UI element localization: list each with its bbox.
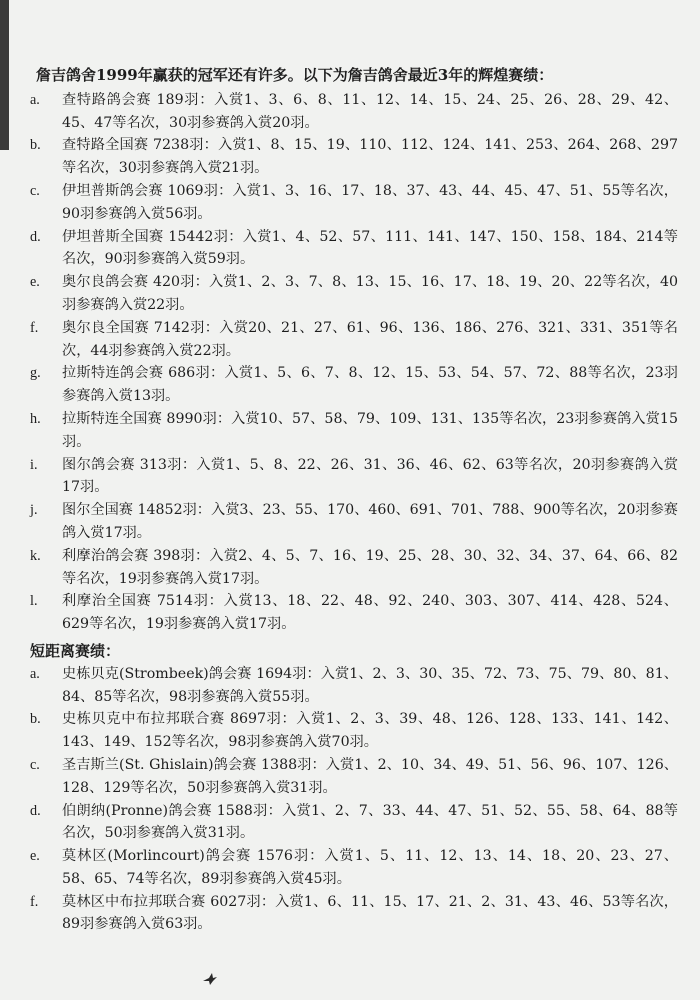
list-item	[30, 663, 678, 709]
article-body	[30, 64, 678, 936]
item-marker: d.	[30, 228, 41, 245]
item-marker: i.	[30, 456, 38, 473]
item-text: 拉斯特连全国赛 8990羽：入赏10、57、58、79、109、131、135等名次，23羽参赛鸽入赏15羽。	[62, 410, 678, 450]
item-marker: l.	[30, 593, 38, 610]
item-text: 图尔全国赛 14852羽：入赏3、23、55、170、460、691、701、788、900等名次，20羽参赛鸽入赏17羽。	[62, 502, 678, 541]
item-marker: c.	[30, 182, 40, 199]
item-marker: e.	[30, 848, 40, 865]
short-distance-heading: 短距离赛绩：	[30, 641, 121, 660]
item-text: 史栋贝克中布拉邦联合赛 8697羽：入赏1、2、3、39、48、126、128、133、141、142、143、149、152等名次，98羽参赛鸽入赏70羽。	[62, 711, 678, 751]
item-marker: f.	[30, 893, 39, 910]
list-item	[30, 226, 678, 272]
item-marker: a.	[30, 91, 40, 108]
long-distance-results	[30, 89, 678, 636]
item-text: 利摩治全国赛 7514羽：入赏13、18、22、48、92、240、303、307、414、428、524、629等名次，19羽参赛鸽入赏17羽。	[62, 593, 678, 633]
item-marker: a.	[30, 665, 40, 682]
list-item	[30, 454, 678, 500]
list-item	[30, 754, 678, 800]
list-item	[30, 708, 678, 754]
item-marker: d.	[30, 802, 41, 819]
results-heading: 詹吉鸽舍1999年赢获的冠军还有许多。以下为詹吉鸽舍最近3年的辉煌赛绩：	[36, 66, 554, 84]
item-marker: c.	[30, 756, 40, 773]
short-distance-results	[30, 663, 678, 937]
list-item	[30, 800, 678, 846]
list-item	[30, 89, 678, 135]
item-marker: j.	[30, 502, 38, 519]
list-item	[30, 545, 678, 591]
item-marker: h.	[30, 410, 41, 427]
list-item	[30, 271, 678, 317]
item-text: 拉斯特连鸽会赛 686羽：入赏1、5、6、7、8、12、15、53、54、57、72、88等名次，23羽参赛鸽入赏13羽。	[62, 365, 678, 405]
item-text: 莫林区中布拉邦联合赛 6027羽：入赏1、6、11、15、17、21、2、31、43、46、53等名次，89羽参赛鸽入赏63羽。	[62, 893, 678, 933]
list-item	[30, 317, 678, 363]
binding-edge	[0, 0, 9, 150]
list-item	[30, 845, 678, 891]
item-marker: e.	[30, 274, 40, 291]
pigeon-icon	[202, 972, 218, 986]
list-item	[30, 499, 678, 545]
item-text: 查特路鸽会赛 189羽：入赏1、3、6、8、11、12、14、15、24、25、26、28、29、42、45、47等名次，30羽参赛鸽入赏20羽。	[62, 91, 678, 131]
item-marker: b.	[30, 137, 41, 154]
item-text: 查特路全国赛 7238羽：入赏1、8、15、19、110、112、124、141、253、264、268、297等名次，30羽参赛鸽入赏21羽。	[62, 137, 678, 177]
item-text: 图尔鸽会赛 313羽：入赏1、5、8、22、26、31、36、46、62、63等名次，20羽参赛鸽入赏17羽。	[62, 456, 678, 496]
list-item	[30, 408, 678, 454]
list-item	[30, 134, 678, 180]
item-text: 奥尔良全国赛 7142羽：入赏20、21、27、61、96、136、186、276、321、331、351等名次，44羽参赛鸽入赏22羽。	[62, 319, 678, 359]
item-text: 圣吉斯兰(St. Ghislain)鸽会赛 1388羽：入赏1、2、10、34、49、51、56、96、107、126、128、129等名次，50羽参赛鸽入赏31羽。	[62, 756, 678, 796]
item-text: 利摩治鸽会赛 398羽：入赏2、4、5、7、16、19、25、28、30、32、34、37、64、66、82等名次，19羽参赛鸽入赏17羽。	[62, 547, 678, 587]
list-item	[30, 891, 678, 937]
item-text: 伊坦普斯鸽会赛 1069羽：入赏1、3、16、17、18、37、43、44、45、47、51、55等名次，90羽参赛鸽入赏56羽。	[62, 182, 678, 222]
item-text: 伊坦普斯全国赛 15442羽：入赏1、4、52、57、111、141、147、150、158、184、214等名次，90羽参赛鸽入赏59羽。	[62, 228, 678, 268]
list-item	[30, 180, 678, 226]
item-text: 史栋贝克(Strombeek)鸽会赛 1694羽：入赏1、2、3、30、35、72、73、75、79、80、81、84、85等名次，98羽参赛鸽入赏55羽。	[62, 665, 678, 705]
item-text: 奥尔良鸽会赛 420羽：入赏1、2、3、7、8、13、15、16、17、18、19、20、22等名次，40羽参赛鸽入赏22羽。	[62, 274, 678, 313]
item-marker: k.	[30, 547, 41, 564]
item-marker: g.	[30, 365, 41, 382]
item-marker: b.	[30, 711, 41, 728]
list-item	[30, 362, 678, 408]
item-text: 伯朗纳(Pronne)鸽会赛 1588羽：入赏1、2、7、33、44、47、51、52、55、58、64、88等名次，50羽参赛鸽入赏31羽。	[62, 802, 678, 842]
list-item	[30, 590, 678, 636]
item-marker: f.	[30, 319, 39, 336]
item-text: 莫林区(Morlincourt)鸽会赛 1576羽：入赏1、5、11、12、13、14、18、20、23、27、58、65、74等名次，89羽参赛鸽入赏45羽。	[62, 848, 678, 887]
